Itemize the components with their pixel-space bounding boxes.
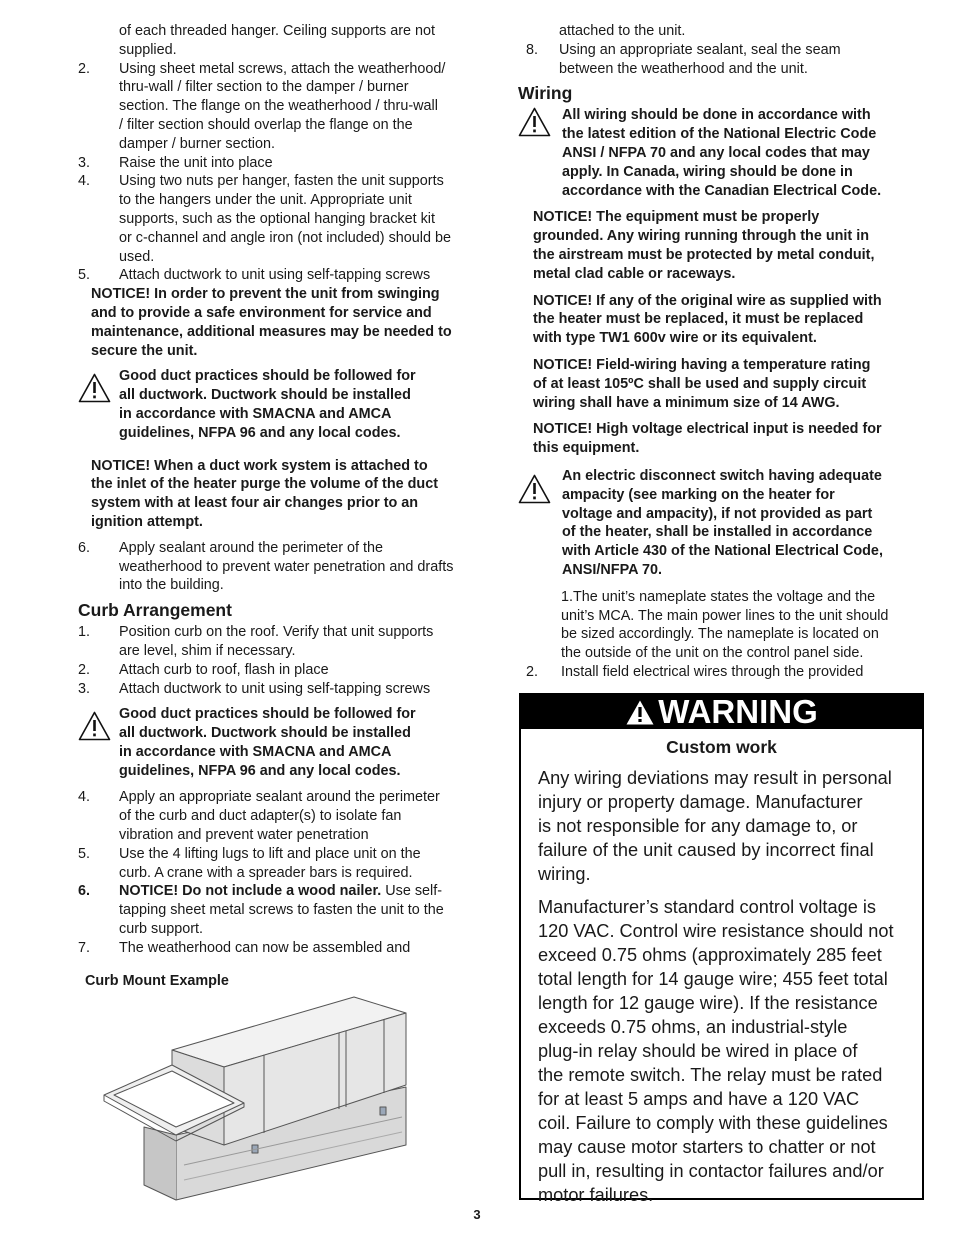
caution-duct-practices: Good duct practices should be followed for all ductwork. Ductwork should be installed in accordance with SMACNA and AMCA guidelines, NFPA 96 and any local codes. bbox=[78, 367, 486, 442]
warning-subtitle: Custom work bbox=[666, 737, 777, 757]
right-column bbox=[518, 22, 926, 682]
wiring-heading: Wiring bbox=[518, 83, 573, 104]
step-3: 3. Raise the unit into place bbox=[78, 154, 273, 171]
notice-grounding: NOTICE! The equipment must be properly grounded. Any wiring running through the unit in the airstream must be protected by metal conduit, metal clad cable or raceways. bbox=[533, 209, 875, 282]
continued-text: of each threaded hanger. Ceiling supports are not supplied. bbox=[119, 23, 436, 58]
wiring-step-1: 1.The unit’s nameplate states the voltage and the unit’s MCA. The main power lines to the unit should be sized accordingly. The nameplate is located on the outside of the unit on the control panel side. bbox=[561, 588, 889, 662]
step-6: 6. Apply sealant around the perimeter of the weatherhood to prevent water penetration and drafts into the building. bbox=[78, 539, 454, 594]
page-number: 3 bbox=[473, 1207, 481, 1222]
warning-box bbox=[519, 693, 924, 1205]
caution-triangle-icon bbox=[78, 367, 119, 442]
figure-caption: Curb Mount Example bbox=[85, 972, 229, 989]
curb-step-1: 1. Position curb on the roof. Verify that unit supports are level, shim if necessary. bbox=[78, 624, 434, 659]
notice-high-voltage: NOTICE! High voltage electrical input is needed for this equipment. bbox=[533, 421, 882, 457]
curb-step-5: 5. Use the 4 lifting lugs to lift and place unit on the curb. A crane with a spreader bars is required. bbox=[78, 845, 421, 881]
notice-purge: NOTICE! When a duct work system is attached to the inlet of the heater purge the volume of the duct system with at least four air changes prior to an ignition attempt. bbox=[91, 457, 438, 530]
notice-wire-replacement: NOTICE! If any of the original wire as supplied with the heater must be replaced, it must be replaced with type TW1 600v wire or its equivalent. bbox=[533, 292, 882, 347]
warning-triangle-icon bbox=[625, 699, 655, 726]
caution-triangle-icon bbox=[518, 467, 559, 580]
curb-step-8: 8. Using an appropriate sealant, seal the seam between the weatherhood and the unit. bbox=[526, 41, 841, 77]
caution-triangle-icon bbox=[78, 705, 119, 780]
curb-mount-illustration bbox=[84, 995, 476, 1207]
step-5: 5. Attach ductwork to unit using self-tapping screws bbox=[78, 267, 431, 284]
notice-swing: NOTICE! In order to prevent the unit from swinging and to provide a safe environment for service and maintenance, additional measures may be needed to secure the unit. bbox=[91, 286, 452, 359]
curb-step-2: 2. Attach curb to roof, flash in place bbox=[78, 661, 329, 678]
continued-text: attached to the unit. bbox=[559, 23, 686, 39]
left-column bbox=[78, 22, 486, 989]
caution-duct-practices-curb: Good duct practices should be followed for all ductwork. Ductwork should be installed in accordance with SMACNA and AMCA guidelines, NFPA 96 and any local codes. bbox=[78, 705, 486, 780]
warning-title: WARNING bbox=[658, 693, 818, 730]
wiring-step-2: 2. Install field electrical wires through the provided bbox=[526, 663, 864, 680]
curb-arrangement-heading: Curb Arrangement bbox=[78, 600, 232, 621]
curb-step-4: 4. Apply an appropriate sealant around the perimeter of the curb and duct adapter(s) to isolate fan vibration and prevent water penetration bbox=[78, 789, 440, 844]
curb-step-6: 6. NOTICE! Do not include a wood nailer. Use self- tapping sheet metal screws to fasten the unit to the curb support. bbox=[78, 883, 444, 938]
caution-triangle-icon bbox=[518, 106, 559, 200]
step-2: 2. Using sheet metal screws, attach the weatherhood/ thru-wall / filter section to the damper / burner section. The flange on the weatherhood / thru-wall / filter section should overlap the flange on the damper / burner section. bbox=[78, 60, 446, 152]
warning-paragraph-2: Manufacturer’s standard control voltage is 120 VAC. Control wire resistance should not exceed 0.75 ohms (approximately 285 feet total length for 14 gauge wire; 455 feet total length for 12 gauge wire). If the resistance exceeds 0.75 ohms, an industrial-style plug-in relay should be wired in place of the remote switch. The relay must be rated for at least 5 amps and have a 120 VAC coil. Failure to comply with these guidelines may cause motor starters to chatter or not pull in, resulting in contactor failures and/or motor failures. bbox=[538, 897, 894, 1205]
caution-wiring-codes: All wiring should be done in accordance with the latest edition of the National Electric Code ANSI / NFPA 70 and any local codes that may apply. In Canada, wiring should be done in accordance with the Canadian Electrical Code. bbox=[518, 106, 926, 200]
curb-step-3: 3. Attach ductwork to unit using self-tapping screws bbox=[78, 680, 431, 697]
warning-header bbox=[521, 695, 922, 729]
notice-temperature-rating: NOTICE! Field-wiring having a temperature rating of at least 105ºC shall be used and supply circuit wiring shall have a minimum size of 14 AWG. bbox=[533, 356, 871, 411]
caution-disconnect-switch: An electric disconnect switch having adequate ampacity (see marking on the heater for voltage and ampacity), if not provided as part of the heater, shall be installed in accordance with Article 430 of the National Electrical Code, ANSI/NFPA 70. bbox=[518, 467, 926, 580]
step-4: 4. Using two nuts per hanger, fasten the unit supports to the hangers under the unit. Appropriate unit supports, such as the optional hanging bracket kit or c-channel and angle iron (not included) should be used. bbox=[78, 173, 452, 265]
curb-step-7: 7. The weatherhood can now be assembled and bbox=[78, 939, 411, 956]
warning-paragraph-1: Any wiring deviations may result in personal injury or property damage. Manufacturer is not responsible for any damage to, or failure of the unit caused by incorrect final wiring. bbox=[538, 768, 892, 884]
